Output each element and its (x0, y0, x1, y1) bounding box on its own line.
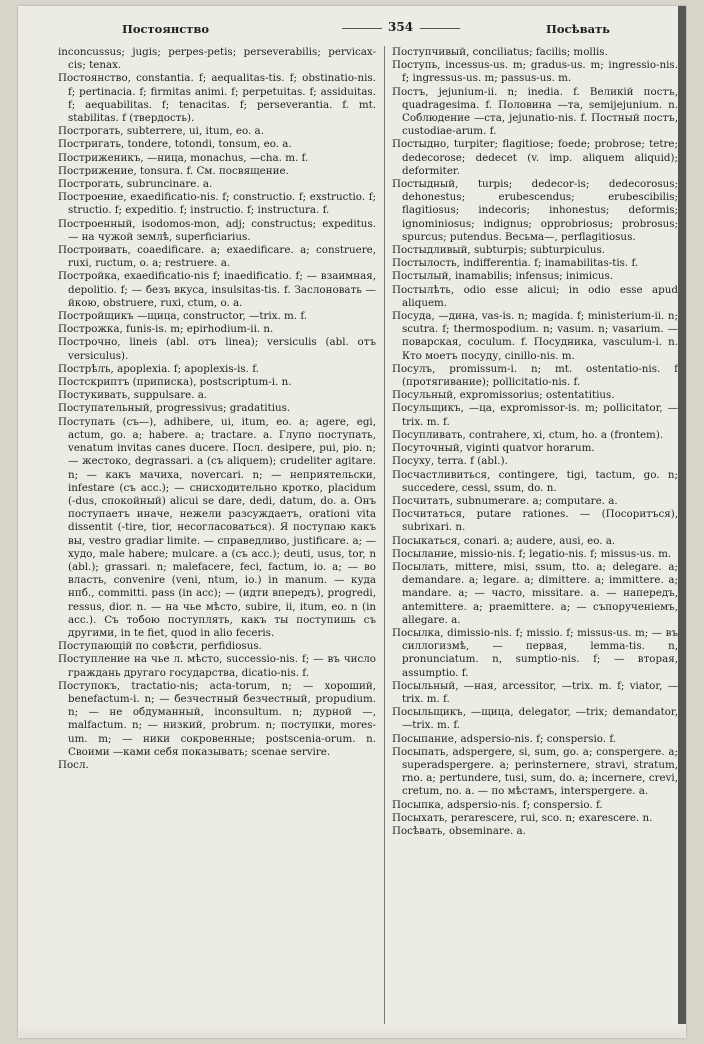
dictionary-entry: Посуху, terra. f (abl.). (392, 455, 508, 468)
header-left-word: Постоянство (122, 22, 210, 36)
dictionary-entry: Постылѣть, odio esse alicui; in odio esse apud aliquem. (392, 283, 678, 309)
dictionary-entry: Постукивать, suppulsare. a. (58, 389, 208, 402)
dictionary-entry: Посуда, —дина, vas-is. n; magida. f; ministerium-ii. n; scutra. f; thermospodium. n; vasum. n; vasarium. — поварская, coculum. f. Посудника, vasculum-i. n. Кто моетъ посуду, cinillo-nis. m. (392, 310, 678, 362)
dictionary-entry: Постоянство, constantia. f; aequalitas-tis. f; obstinatio-nis. f; pertinacia. f; firmitas animi. f; perpetuitas. f; assiduitas. f; aequabilitas. f; tenacitas. f; perseverantia. f. mt. stabilitas. f (твердость). (58, 72, 376, 125)
page-header (68, 16, 652, 38)
right-column (392, 46, 678, 1026)
dictionary-entry: Поступь, incessus-us. m; gradus-us. m; ingressio-nis. f; ingressus-us. m; passus-us. m. (392, 59, 678, 85)
page-bottom-margin (18, 1024, 686, 1038)
dictionary-entry: Построчно, lineis (abl. отъ linea); versiculis (abl. отъ versiculus). (58, 336, 376, 362)
dictionary-entry: Посылание, missio-nis. f; legatio-nis. f; missus-us. m. (392, 547, 672, 560)
dictionary-entry: Посыльщикъ, —щица, delegator, —trix; demandator, —trix. m. f. (392, 706, 678, 732)
dictionary-entry: Посулъ, promissum-i. n; mt. ostentatio-nis. f (протягивание); pollicitatio-nis. f. (392, 362, 678, 389)
dictionary-entry: Пострѣлъ, apoplexia. f; apoplexis-is. f. (58, 362, 259, 375)
dictionary-entry: inconcussus; jugis; perpes-petis; perseverabilis; pervicax-cis; tenax. (58, 46, 376, 72)
dictionary-entry: Посыпать, adspergere, si, sum, go. a; conspergere. a; superadspergere. a; perinsternere, stravi, stratum, rno. a; pertundere, tusi, sum, do. a; incernere, crevi, cretum, no. a. — по мѣстамъ, interspergere. a. (392, 745, 678, 798)
dictionary-entry: Построенный, isodomos-mon, adj; constructus; expeditus. — на чужой землѣ, superficiarius. (58, 217, 376, 243)
dictionary-entry: Посылка, dimissio-nis. f; missio. f; missus-us. m; — въ силлогизмѣ, — первая, lemma-tis. n, pronunciatum. n, sumptio-nis. f; — вторая, assumptio. f. (392, 626, 678, 679)
dictionary-entry: Посыкаться, conari. a; audere, ausi, eo. a. (392, 534, 616, 547)
dictionary-entry: Поступокъ, tractatio-nis; acta-torum, n; — хороший, benefactum-i. n; — безчестный безчестный, propudium. n; — не обдуманный, inconsultum. n; дурной —, malfactum. n; — низкий, probrum. n; поступки, mores-um. m; — ники сокровенные; postscenia-orum. n. Своими —ками себя показывать; scenae servire. (58, 679, 376, 758)
dictionary-entry: Построивать, coaedificare. a; exaedificare. a; construere, ruxi, ructum, o. a; restruere. a. (58, 244, 376, 270)
header-rule-left (342, 28, 382, 29)
dictionary-entry: Посчитаться, putare rationes. — (Посоритъся), subrixari. n. (392, 508, 678, 534)
page-edge-shadow (678, 6, 686, 1038)
dictionary-entry: Постскриптъ (приписка), postscriptum-i. n. (58, 376, 292, 389)
dictionary-entry: Посчитать, subnumerare. a; computare. a. (392, 494, 618, 507)
header-rule-right (420, 28, 460, 29)
dictionary-entry: Посуточный, viginti quatvor horarum. (392, 442, 595, 455)
dictionary-entry: Постройка, exaedificatio-nis f; inaedificatio. f; — взаимная, depolitio. f; — безъ вкуса, insulsitas-tis. f. Заслоновать —йкою, obstruere, ruxi, ctum, o. a. (58, 270, 376, 309)
dictionary-entry: Посылать, mittere, misi, ssum, tto. a; delegare. a; demandare. a; legare. a; dimittere. a; immittere. a; mandare. a; — часто, missitare. a. — напередъ, antemittere. a; praemittere. a; — съпорученіемъ, allegare. a. (392, 560, 678, 626)
dictionary-entry: Постылость, indifferentia. f; inamabilitas-tis. f. (392, 257, 639, 270)
dictionary-entry: Поступательный, progressivus; gradatitius. (58, 402, 291, 415)
dictionary-entry: Посульный, expromissorius; ostentatitius. (392, 389, 615, 402)
dictionary-entry: Посупливать, contrahere, xi, ctum, ho. a (frontem). (392, 428, 664, 441)
dictionary-entry: Построжка, funis-is. m; epirhodium-ii. n. (58, 323, 274, 336)
dictionary-entry: Посѣвать, obseminare. a. (392, 824, 526, 837)
dictionary-entry: Поступчивый, conciliatus; facilis; mollis. (392, 46, 608, 58)
page-number: 354 (388, 20, 414, 34)
dictionary-entry: Поступать (съ—), adhibere, ui, itum, eo. a; agere, egi, actum, go. a; habere. a; tractare. a. Глупо поступать, venatum invitas canes ducere. Посл. desipere, pui, pio. n; — жестоко, degrassari. a (съ aliquem); crudeliter agitare. n; — какъ мачиха, novercari. n; — неприятельски, infestare (съ acc.); — снисходительно кротко, placidum (-dus, спокойный) alicui se dare, dedi, datum, do. a. Онъ поступаетъ иначе, нежели разсуждаетъ, orationi vita dissentit (-tire, tior, несогласоваться). Я поступаю какъ вы, vestro gradiar limite. — справедливо, justificare. a; — худо, male habere; mulcare. a (съ acc.); deuti, usus, tor, n (abl.); grassari. n; malefacere, feci, factum, io. a; — во власть, convenire (veni, ntum, io.) in manum. — куда нпб., committi. pass (in acc); — (идти впередъ), progredi, ressus, dior. n. — на чье мѣсто, subire, ii, itum, eo. n (in acc.). Съ тобою поступлять, какъ ты поступишь съ другими, in te fiet, quod in alio feceris. (58, 415, 376, 639)
dictionary-entry: Построгать, subruncinare. a. (58, 178, 213, 191)
dictionary-entry: Посыльный, —ная, arcessitor, —trix. m. f; viator, —trix. m. f. (392, 679, 678, 705)
dictionary-entry: Посульщикъ, —ца, expromissor-is. m; pollicitator, —trix. m. f. (392, 402, 678, 428)
dictionary-entry: Постыдно, turpiter; flagitiose; foede; probrose; tetre; dedecorose; dedecet (v. imp. aliquem aliquid); deformiter. (392, 138, 678, 177)
dictionary-entry: Построение, exaedificatio-nis. f; constructio. f; exstructio. f; structio. f; expeditio. f; instructio. f; instructura. f. (58, 191, 376, 217)
left-column (58, 46, 376, 1026)
dictionary-page (18, 6, 686, 1038)
dictionary-entry: Постройщикъ —щица, constructor, —trix. m. f. (58, 310, 308, 323)
dictionary-entry: Посыпка, adspersio-nis. f; conspersio. f. (392, 798, 603, 811)
dictionary-entry: Постыдливый, subturpis; subturpiculus. (392, 244, 606, 257)
dictionary-entry: Постылый, inamabilis; infensus; inimicus. (392, 270, 614, 283)
dictionary-entry: Посчастливиться, contingere, tigi, tactum, go. n; succedere, cessi, ssum, do. n. (392, 468, 678, 494)
header-right-word: Поcѣвать (546, 22, 610, 36)
dictionary-entry: Пострижение, tonsura. f. См. посвящение. (58, 164, 289, 177)
dictionary-entry: Постыдный, turpis; dedecor-is; dedecorosus; dehonestus; erubescendus; erubescibilis; flagitiosus; indecoris; inhonestus; deformis; ignominiosus; indignus; opprobriosus; probrosus; spurcus; putendus. Весьма—, perflagitiosus. (392, 178, 678, 243)
dictionary-entry: Поступающій по совѣсти, perfidiosus. (58, 640, 262, 653)
dictionary-entry: Постригать, tondere, totondi, tonsum, eo. a. (58, 138, 292, 151)
dictionary-entry: Посл. (58, 758, 89, 771)
dictionary-entry: Посыхать, perarescere, rui, sco. n; exarescere. n. (392, 811, 653, 824)
dictionary-entry: Посыпание, adspersio-nis. f; conspersio. f. (392, 732, 617, 745)
dictionary-entry: Поступление на чье л. мѣсто, successio-nis. f; — въ число граждань другаго государства, dicatio-nis. f. (58, 653, 376, 679)
dictionary-entry: Постъ, jejunium-ii. n; inedia. f. Великій постъ, quadragesima. f. Половина —та, semijejunium. n. Соблюдение —ста, jejunatio-nis. f. Постный постъ, custodiae-arum. f. (392, 85, 678, 138)
column-divider (384, 46, 385, 1024)
dictionary-entry: Построгать, subterrere, ui, itum, eo. a. (58, 125, 264, 138)
dictionary-entry: Постриженикъ, —ница, monachus, —cha. m. f. (58, 151, 309, 164)
